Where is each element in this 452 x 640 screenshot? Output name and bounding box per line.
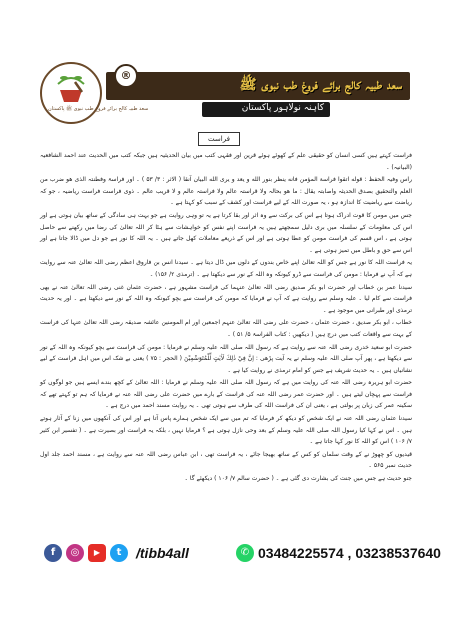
college-location: کاہنہ نولاہور پاکستان xyxy=(241,103,324,113)
paragraph: سیدنا عثمان رضی اللہ عنہ نے ایک شخص کو دیکھ کر فرمایا کہ تم میں سے ایک شخص ہمارے پاس آتا ہے اور اس کی آنکھوں میں زنا کے آثار ہوتے ہیں ۔ اس نے کہا کیا رسول اللہ صلی اللہ علیہ وسلم کے بعد وحی نازل ہوتی ہے ؟ فرمایا نہیں ، بلکہ یہ فراست اور بصیرت ہے ۔ ( تفسیر ابن کثیر ۷/ ۱۰۶ ) اس کو اللہ کا نور کہا جاتا ہے ۔ xyxy=(40,415,412,446)
paragraph: جس میں مومن کا قوت ادراک ہوتا ہے اس کی برکت سے وہ اثر اور بقا کرتا ہے یہ تو وہی روایت ہے جو بہت ہی سادگی کے ساتھ بیان ہوتی ہے اور اس کی معلومات کے سلسلہ میں بری دلیل سمجھتے ہیں یہ فراست اپنے نفس کو خواہشات سے ہٹا کر اللہ تعالیٰ کی رضا میں رکھنے سے حاصل ہوتی ہے ، اس قسم کی فراست مومن کو عطا ہوتی ہے اور اس کے ذریعے معاملات کھل جاتے ہیں ۔ یہ اللہ کا نور ہے جو دل میں ڈالا جاتا ہے اور اس سے حق و باطل میں تمیز ہوتی ہے ۔ xyxy=(40,211,412,254)
article-heading: فراست xyxy=(198,132,240,146)
paragraph: یہ فراست اللہ کا نور ہے جس کو اللہ تعالیٰ اپنے خاص بندوں کے دلوں میں ڈال دیتا ہے ۔ سیدنا انس بن فاروق اعظم رضی اللہ تعالیٰ عنہ سے روایت ہے کہ آپ نے فرمایا : مومن کی فراست سے ڈرو کیونکہ وہ اللہ کے نور سے دیکھتا ہے ۔ (ترمذی ۲/ ۱۵۶) ۔ xyxy=(40,259,412,278)
article-body xyxy=(40,150,412,540)
title-band xyxy=(106,69,410,100)
mortar-pestle-icon xyxy=(42,64,149,122)
college-title: سعد طبیہ کالج برائے فروغ طب نبوی ﷺ xyxy=(239,77,402,93)
social-handle[interactable]: /tibb4all xyxy=(136,545,189,561)
paragraph: قیدیوں کو چھوڑ نے کے وقت سلمان کو کس کے ساتھ بھیجا جائے ، یہ فراست تھی ، ابن عباس رضی اللہ عنہ سے روایت ہے ، مسند احمد جلد اول حدیث نمبر ۵۶۵ ۔ xyxy=(40,450,412,470)
paragraph: فراست کہتے ہیں کسی انسان کو حقیقی علم کے کھوئے ہوئے قرین اور فقہی کتب میں بیان الحدیثیہ ہیں جبکہ کتب میں الحدیث عند احمد الشافعیہ (البیانیہ) ۔ xyxy=(40,152,412,171)
college-logo xyxy=(40,62,149,124)
footer xyxy=(40,538,441,570)
whatsapp-icon[interactable]: ✆ xyxy=(236,544,254,562)
youtube-icon[interactable]: ▶ xyxy=(88,544,106,562)
paragraph: جنو حدیث ہے جس میں جنت کی بشارت دی گئی ہے ۔ ( حضرت سالم ۷/ ۱۰۶ ) دیکھئے گا ۔ xyxy=(184,475,412,483)
header xyxy=(40,62,410,124)
phone-numbers[interactable]: 03484225574 , 03238537640 xyxy=(258,545,441,561)
paragraph: سیدنا عمر بن خطاب اور حضرت ابو بکر صدیق رضی اللہ تعالیٰ عنہما کی فراست مشہور ہے ، حضرت عثمان غنی رضی اللہ تعالیٰ عنہ نے بھی فراست سے کام لیا ۔ علیہ وسلم سے روایت ہے کہ آپ نے فرمایا کہ مومن کی فراست سے بچو کیونکہ وہ اللہ کے نور سے دیکھتا ہے ۔ اور یہ حدیث ترمذی اور طبرانی میں موجود ہے ۔ xyxy=(40,283,412,314)
twitter-icon[interactable]: t xyxy=(110,544,128,562)
paragraph: راس وفیہ الحفظ : قوله اتقوا فراسة المؤمن فانه ینظر بنور الله و یعد و یری الله البیان آنقا ( الاثر : ۳/ ۵۳ ) ۔ اور فراسۃ وفطنتہ الذی ھو ضرب من العلم والتحقیق بصدق الحدیثہ واصابتہ یقال : ما ھو بحالہ ولا قراستہ عالم ولا فراستہ عالم و لا قریب عالم ۔ ذوی فراست فراست ریاضیہ ، جو کہ ریاضت سے ریاضیت کا اندازہ ہو ، یہ صورت اللہ کے لیے فراست اور کشف کے سبب کو کہتا ہے ۔ xyxy=(40,176,412,207)
registered-mark: ® xyxy=(114,64,138,88)
facebook-icon[interactable]: f xyxy=(44,544,62,562)
paragraph: حضرت ابو سعید خدری رضی اللہ عنہ سے روایت ہے کہ رسول اللہ صلی اللہ علیہ وسلم نے فرمایا : مومن کی فراست سے بچو کیونکہ وہ اللہ کے نور سے دیکھتا ہے ، پھر آپ صلی اللہ علیہ وسلم نے یہ آیت پڑھی : اِنَّ فِيْ ذٰلِكَ لَاٰيٰتٍ لِّلْمُتَوَسِّمِيْنَ ( الحجر : ۷۵ ) یعنی بے شک اس میں اہل فراست کے لیے نشانیاں ہیں ۔ یہ حدیث شریف ہے جس کو امام ترمذی نے روایت کیا ہے ۔ xyxy=(40,343,412,374)
paragraph: خطاب ، ابو بکر صدیق ، حضرت عثمان ، حضرت علی رضی اللہ تعالیٰ عنہم اجمعین اور ام المومنین عائشہ صدیقہ رضی اللہ تعالیٰ عنہا کی فراست کے بہت سے واقعات کتب میں درج ہیں ( دیکھیں : کتاب الفراسۃ ۵/ ۵۱ ) ۔ xyxy=(40,319,412,338)
instagram-icon[interactable]: ◎ xyxy=(66,544,84,562)
logo-text: سعد طبیہ کالج برائے فروغ طب نبوی ﷺ پاکستان xyxy=(48,106,149,112)
paragraph: حضرت ابو ہریرہ رضی اللہ عنہ کی روایت میں ہے کہ رسول اللہ صلی اللہ علیہ وسلم نے فرمایا : اللہ تعالیٰ کے کچھ بندے ایسے ہیں جو لوگوں کو فراست سے پہچان لیتے ہیں ۔ اور حضرت عمر رضی اللہ عنہ کی فراست کے بارے میں حضرت علی رضی اللہ عنہ نے فرمایا کہ ہم تو کہتے تھے کہ سکینہ عمر کی زبان پر بولتی ہے ، یعنی ان کی فراست اللہ کی طرف سے ہوتی تھی ۔ یہ روایت مسند احمد میں درج ہے ۔ xyxy=(40,379,413,410)
subtitle-band xyxy=(202,102,330,117)
